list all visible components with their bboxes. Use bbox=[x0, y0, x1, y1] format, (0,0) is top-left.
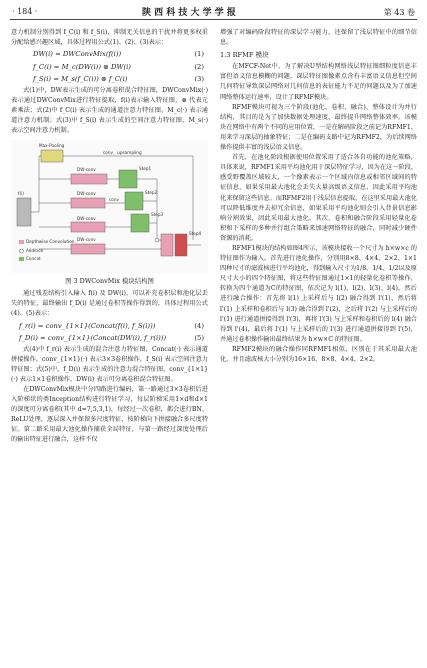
right-paragraph-6: RFMF2模块的融合操作同RFMF1相似，区别在于其采用最大池化，并且滤波核大小分别为16×16、8×8、4×4、2×2。 bbox=[220, 345, 417, 363]
equation-3-number: (3) bbox=[194, 75, 204, 84]
left-paragraph-2: 式(1)中，DW表示生成的可分离卷积混合特征图，DWConvMix(·)表示通过DWConvMix进行特征提取，f(i)表示输入特征图，⊗ 代表元素乘法；式(2)中 f_C(i) 表示生成的通道注意力特征图，M_c(·) 表示通道注意力机制；式(3)中 f_S(i) 表示生成的空间注意力特征图，M_s(·) 表示空间注意力机制。 bbox=[11, 86, 208, 135]
journal-title: 陕 西 科 技 大 学 学 报 bbox=[142, 8, 236, 18]
left-paragraph-1: 意力机制分别得到 f_C(i) 和 f_S(i)，抑制无关信息的干扰并将更多权重分配给感兴趣区域，具体过程用公式(1)、(2)、(3)表示： bbox=[11, 29, 208, 47]
dwconvmix-diagram bbox=[11, 140, 208, 273]
dw-conv-block-mid bbox=[71, 198, 105, 208]
left-paragraph-3: 通过残差结构引入输入 f(i) 及 DW(i)，可以补充卷积层和池化层丢失的特征，最终输出 f_D(i) 是通过卷积等操作得到的，具体过程用公式(4)、(5)表示： bbox=[11, 290, 208, 318]
volume-label: 第 43 卷 bbox=[383, 8, 415, 17]
right-paragraph-1: 增强了对编码阶段特征的深层学习能力，还保留了浅层特征中的细节信息。 bbox=[220, 29, 417, 47]
section-heading-rfmf: 1.3 RFMF 模块 bbox=[220, 51, 269, 60]
legend-concat-swatch bbox=[19, 257, 24, 261]
equation-4-number: (4) bbox=[194, 321, 204, 330]
addition-node bbox=[155, 238, 159, 242]
step2-block bbox=[125, 192, 143, 210]
equation-1-text: DW(i) = DWConvMix(f(i)) bbox=[33, 50, 122, 59]
figure-3-caption: 图 3 DWConvMix 模块结构图 bbox=[65, 277, 154, 286]
legend-dwconv-label: Depthwise Convolution bbox=[26, 239, 75, 245]
label-dw-conv-bottom: DW-conv bbox=[77, 216, 96, 222]
equation-3 bbox=[11, 73, 208, 86]
label-input: f(i) bbox=[18, 191, 24, 197]
dw-conv-block-bottom2 bbox=[71, 244, 105, 254]
label-step3: Step3 bbox=[151, 212, 164, 218]
left-column bbox=[11, 28, 208, 445]
header-rule bbox=[10, 19, 417, 20]
step3-block bbox=[131, 214, 149, 232]
equation-3-text: f_S(i) = M_s(f_C(i)) ⊗ f_C(i) bbox=[33, 75, 128, 84]
label-max-pooling: Max-Pooling bbox=[39, 143, 65, 149]
label-conv-upsampling: conv、upsampling bbox=[103, 150, 142, 156]
right-paragraph-3: RFMF模块可视为三个阶段(池化、卷积、融合)，整体设计为并行结构，其目的是为了加快数据处理速度，最终提升网络整体效率。该模块在网络中有两个不同的应用位置，一是在解码阶段之前记为RFMF1，用来学习深层的抽象特征；二是在编码支路中记为RFMF2，为后续网络操作提供丰富的浅层语义信息。 bbox=[220, 103, 417, 152]
dwconvmix-figure bbox=[11, 140, 208, 273]
equation-1 bbox=[11, 48, 208, 61]
page-number: · 184 · bbox=[12, 7, 38, 16]
right-paragraph-5: RFMF1模块的结构如图4所示，该模块接收一个尺寸为 h×w×c 的特征图作为输入。首先进行池化操作，分别用8×8、4×4、2×2、1×1四种尺寸的滤波核进行平均池化，得到输入尺寸为1/8、1/4、1/2以及原尺寸大小的四个特征图，将这些特征图通过1×1的轻量化卷积等操作，转换为四个通道为C的特征图，依次记为 l(1)、l(2)、l(3)、l(4)。然后进行融合操作：首先将 l(1) 上采样后与 l(2) 融合得到 l'(1)，然后将 l'(1) 上采样和卷积后与 l(3) 融合得到 l'(2)，之后将 l'(2) 与上采样后的 l'(1) 进行通道拼接得到 l'(3)，再将 l'(3) 与上采样和卷积后的 l(4) 融合得到 l'(4)，最后将 l'(1) 与上采样后的 l'(3) 进行通道拼接得到 l'(5)，并通过卷积操作输出最终结果为 h×w×C 的特征图。 bbox=[220, 244, 417, 343]
legend-dwconv-swatch bbox=[19, 240, 24, 244]
step4-red-block bbox=[175, 234, 187, 256]
left-paragraph-5: 在DWConvMix模块中分四路进行编码，第一路通过3×3卷积后进入阶梯状的类Inception结构进行特征学习，每层阶梯采用1×d和d×1的深度可分离卷积(其中 d=7,5,3,1)，每经过一次卷积，都会进行BN、ReLU处理，逐层深入并保留多尺度特征，按阶梯向下拼接融合多尺度特征。第二路采用最大池化操作捕获全局特征，与第一路经过深度处理后的输出特征进行融合，这样不仅 bbox=[11, 385, 208, 444]
legend-addition-swatch bbox=[20, 249, 24, 253]
input-feature-block bbox=[17, 198, 31, 226]
dw-conv-block-bottom bbox=[71, 222, 105, 232]
label-conv-mid: conv bbox=[109, 197, 119, 203]
right-column bbox=[220, 28, 417, 365]
right-paragraph-4: 首先，在池化阶段根据使用位置采用了适合各自功能的池化策略，具体来说，RFMF1采用平均池化用于深层特征学习，因为在这一阶段，感受野覆盖区域较大，一个像素表示一个区域内信息或相邻区域间的特征信息，如果采用最大池化会丢失大量高级语义信息，因此采用平均池化来保留这些信息。而RFMF2用于浅层信息提取，在这里采用最大池化可以降低维度并去掉冗余信息，如果采用平均池化则会引入背景信息影响分割效果，因此采用最大池化。其次，卷积和融合阶段采用轻量化卷积和下采样的多种并行组合策略来加速网络特征的融合，同时减少硬件资源的消耗。 bbox=[220, 154, 417, 242]
legend-addition-label: Addition bbox=[26, 248, 44, 254]
label-step4: Step4 bbox=[189, 231, 202, 237]
left-paragraph-4: 式(4)中 f_r(i) 表示生成的混合注意力特征图，Concat(·) 表示通道拼接操作，conv_{1×1}(·) 表示3×3卷积操作，f_S(i) 表示空间注意力特征图；式(5)中，f_D(i) 表示生成的注意力混合特征图，conv_{1×1}(·) 表示1×1卷积操作，DW(i) 表示可分离卷积混合特征图。 bbox=[11, 345, 208, 383]
equation-5-text: f_D(i) = conv_{1×1}(Concat(DW(i), f_r(i))) bbox=[19, 334, 167, 343]
label-dw-conv-bottom2: DW-conv bbox=[77, 237, 96, 243]
label-dw-conv-top: DW-conv bbox=[77, 167, 96, 173]
legend-concat-label: Concat bbox=[26, 256, 41, 262]
equation-2 bbox=[11, 61, 208, 74]
label-dw-conv-mid: DW-conv bbox=[77, 191, 96, 197]
step1-block bbox=[119, 170, 137, 188]
equation-4 bbox=[11, 320, 208, 333]
label-step2: Step2 bbox=[145, 190, 158, 196]
equation-4-text: f_r(i) = conv_{1×1}(Concat(f(i), f_S(i))) bbox=[19, 321, 156, 330]
right-paragraph-2: 在MFCF-Net中，为了解决U型结构网络浅层特征图细粒度信息丰富但语义信息模糊的问题，深层特征图像素点含有丰富语义信息但空间几何特征导致深层网络对几何信息的表征能力不足的问题以及为了加速网络整体运行速率，设计了RFMF模块。 bbox=[220, 63, 417, 101]
equation-2-number: (2) bbox=[194, 62, 204, 71]
equation-5 bbox=[11, 332, 208, 345]
equation-1-number: (1) bbox=[194, 50, 204, 59]
max-pooling-block bbox=[41, 150, 63, 162]
step4-pink-block bbox=[161, 234, 173, 256]
label-step1: Step1 bbox=[139, 166, 152, 172]
equation-5-number: (5) bbox=[194, 334, 204, 343]
equation-2-text: f_C(i) = M_c(DW(i)) ⊗ DW(i) bbox=[33, 62, 131, 71]
dw-conv-block-top bbox=[71, 174, 107, 184]
